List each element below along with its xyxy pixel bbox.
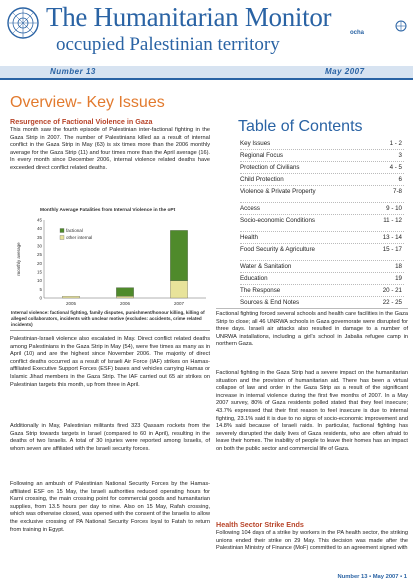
publication-subtitle: occupied Palestinian territory <box>56 34 280 55</box>
y-tick-label: 45 <box>36 217 42 223</box>
legend-swatch <box>60 229 64 233</box>
ocha-logo-icon <box>358 20 408 40</box>
bar-factional <box>170 230 187 280</box>
toc-item[interactable] <box>240 163 404 174</box>
toc-item-page: 3 <box>398 152 402 159</box>
toc-item[interactable] <box>240 286 404 297</box>
toc-item-page: 4 - 5 <box>389 164 402 171</box>
toc-item-label: Violence & Private Property <box>240 188 316 195</box>
x-tick-label: 2005 <box>65 301 77 306</box>
toc-item-label: The Response <box>240 287 281 294</box>
y-tick-label: 35 <box>36 234 42 240</box>
page-footer: Number 13 • May 2007 • 1 <box>337 574 407 580</box>
toc-item-label: Socio-economic Conditions <box>240 217 315 224</box>
toc-item[interactable] <box>240 175 404 186</box>
body-paragraph: Factional fighting forced several schools and health care facilities in the Gaza Strip to close; all 46 UNRWA schools in Gaza governorate were disrupted for three days. Israeli air attacks also resulted in damage to a number of UNRWA installations, including a girl's school in Jabalia refugee camp in northern Gaza. <box>216 311 408 348</box>
overview-paragraph: Following an ambush of Palestinian National Security Forces by the Hamas-affiliated ESF on 15 May, the Israeli authorities reduced operating hours for Karni crossing, the main crossing point for commercial goods and humanitarian supplies, from 13.5 hours per day to nine. Also on 15 May, Rafah crossing, which was otherwise closed, was opened with the consent of the Israelis to allow the exclusive crossing of PA National Security Forces loyal to Fatah to return from training in Egypt. <box>10 481 210 533</box>
toc-item-page: 20 - 21 <box>382 287 402 294</box>
toc-divider <box>216 308 408 309</box>
toc-item-label: Health <box>240 234 258 241</box>
toc-item-page: 9 - 10 <box>386 205 402 212</box>
toc-item-label: Regional Focus <box>240 152 283 159</box>
issue-number: Number 13 <box>50 67 96 76</box>
toc-item-page: 7-8 <box>393 188 402 195</box>
overview-paragraph: Additionally in May, Palestinian militants fired 323 Qassam rockets from the Gaza Strip towards targets in Israel (compared to 60 in April), resulting in the deaths of two Israelis. A total of 30 injuries were reported among Israelis, of whom seven are affiliated with the Israeli security forces. <box>10 423 210 452</box>
y-axis-label: monthly average <box>16 242 21 276</box>
toc-item[interactable] <box>240 139 404 150</box>
legend-swatch <box>60 236 64 240</box>
toc-item[interactable] <box>240 233 404 244</box>
y-tick-label: 20 <box>36 260 42 266</box>
bar-other-internal <box>116 296 133 298</box>
un-emblem-icon <box>6 6 40 40</box>
y-tick-label: 10 <box>36 278 42 284</box>
toc-item-label: Child Protection <box>240 176 284 183</box>
overview-heading: Overview- Key Issues <box>10 94 165 111</box>
toc-item-page: 6 <box>398 176 402 183</box>
bar-other-internal <box>62 296 79 298</box>
toc-item[interactable] <box>240 216 404 232</box>
toc-item-label: Key Issues <box>240 140 271 147</box>
ocha-logo-text: ocha <box>350 30 365 36</box>
toc-item[interactable] <box>240 274 404 285</box>
toc-item[interactable] <box>240 187 404 203</box>
issue-bar-rule <box>0 78 413 80</box>
body-paragraph: Following 104 days of a strike by workers in the PA health sector, the striking unions ended their strike on 29 May. This decision was made after the Palestinian Ministry of Finance (MoF) committed to an agreement signed with <box>216 530 408 552</box>
toc-item-page: 18 <box>395 263 402 270</box>
toc-item[interactable] <box>240 151 404 162</box>
toc-item-label: Food Security & Agriculture <box>240 246 315 253</box>
table-of-contents <box>236 137 406 306</box>
toc-item[interactable] <box>240 204 404 215</box>
toc-item-page: 11 - 12 <box>383 217 402 224</box>
y-tick-label: 40 <box>36 226 42 232</box>
toc-item-label: Protection of Civilians <box>240 164 300 171</box>
health-strike-heading: Health Sector Strike Ends <box>216 520 304 529</box>
toc-item-page: 13 - 14 <box>382 234 402 241</box>
publication-title: The Humanitarian Monitor <box>46 2 332 32</box>
fatalities-chart <box>10 214 210 310</box>
toc-item-label: Education <box>240 275 268 282</box>
toc-item-page: 22 - 25 <box>382 299 402 306</box>
toc-item-page: 1 - 2 <box>389 140 402 147</box>
toc-item[interactable] <box>240 262 404 273</box>
overview-paragraph: This month saw the fourth episode of Palestinian inter-factional fighting in the Gaza Strip in 2007. The number of Palestinians killed as a result of internal conflict in the Gaza Strip in May (63) is six times more than the 2006 monthly average for the Gaza Strip (11) and four times more than the April average (16). In every month since December 2006, internal violence related deaths have exceeded direct conflict related deaths. <box>10 127 210 171</box>
factional-violence-heading: Resurgence of Factional Violence in Gaza <box>10 117 153 126</box>
y-tick-label: 25 <box>36 252 42 258</box>
chart-divider <box>10 330 210 331</box>
legend-label: other internal <box>66 235 93 240</box>
x-tick-label: 2006 <box>119 301 131 306</box>
chart-title: Monthly Average Fatalities from Internal Violence in the oPt <box>40 208 176 213</box>
issue-date: May 2007 <box>325 67 365 76</box>
toc-item-label: Access <box>240 205 260 212</box>
toc-item-page: 15 - 17 <box>382 246 402 253</box>
bar-other-internal <box>170 281 187 298</box>
overview-paragraph: Palestinian-Israeli violence also escalated in May. Direct conflict related deaths among Palestinians in the Gaza Strip in May (54), were five times as many as in April (10) and are the highest since November 2006. The majority of direct conflict deaths occurred as a result of Israeli Air Force (IAF) strikes on Hamas-affiliated Executive Support Forces (ESF) bases and vehicles carrying Hamas or Islamic Jihad members in the Gaza Strip. The IAF carried out 65 air strikes on Palestinian targets this month, up from three in April. <box>10 336 210 388</box>
body-paragraph: Factional fighting in the Gaza Strip had a severe impact on the humanitarian situation and the provision of humanitarian aid. There has been a virtual collapse of law and order in the Gaza Strip as a result of the significant increase in internal violence during the first five months of 2007. In a May 2007 survey, 80% of Gaza residents polled stated that they feel insecure; 43.7% expressed that their first reason to feel insecure is due to internal fighting, 23.1% said it is due to no signs of socio-economic improvement and 14.8% said because of Israeli raids. In particular, factional fighting has severely disrupted the daily lives of Gaza residents, who are often afraid to leave their homes. The inability of people to leave their homes has an impact on both the public sector and commercial life of Gaza. <box>216 370 408 452</box>
chart-note: Internal violence: factional fighting, family disputes, punishment/honour killing, killing of alleged collaborators, incidents with unclear motive (excludes: accidents, crime related incidents) <box>11 310 205 327</box>
legend-label: factional <box>66 228 83 233</box>
toc-item[interactable] <box>240 245 404 261</box>
toc-item-page: 19 <box>395 275 402 282</box>
x-tick-label: 2007 <box>173 301 185 306</box>
y-tick-label: 15 <box>36 269 42 275</box>
masthead <box>0 0 413 66</box>
y-tick-label: 0 <box>39 295 42 301</box>
y-tick-label: 5 <box>39 286 42 292</box>
y-tick-label: 30 <box>36 243 42 249</box>
toc-item-label: Water & Sanitation <box>240 263 292 270</box>
bar-factional <box>116 288 133 297</box>
toc-heading: Table of Contents <box>238 118 363 135</box>
toc-item-label: Sources & End Notes <box>240 299 300 306</box>
